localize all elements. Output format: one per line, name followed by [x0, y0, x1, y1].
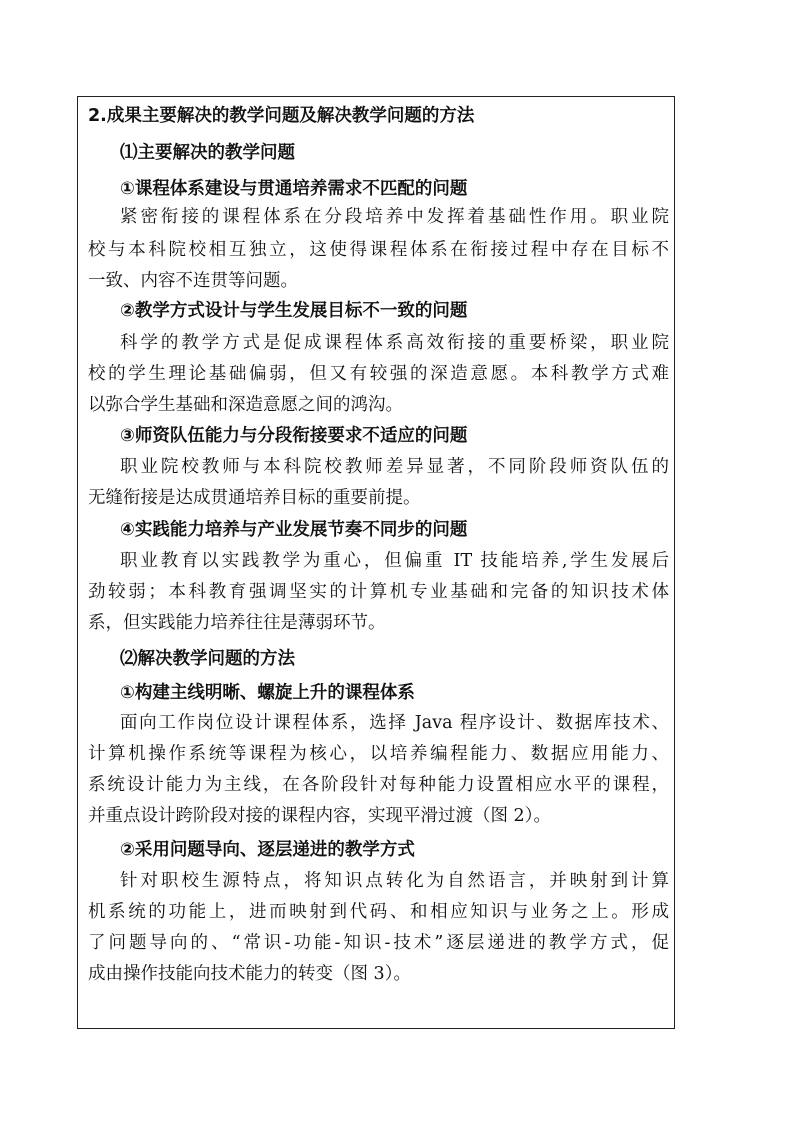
paragraph-line: 计算机操作系统等课程为核心，以培养编程能力、数据应用能力、	[88, 744, 669, 764]
paragraph-line: 一致、内容不连贯等问题。	[88, 271, 298, 291]
section-title: 2.成果主要解决的教学问题及解决教学问题的方法	[88, 106, 475, 126]
paragraph-line: 成由操作技能向技术能力的转变（图 3）。	[88, 964, 411, 984]
paragraph-line: 校与本科院校相互独立，这使得课程体系在衔接过程中存在目标不	[88, 240, 669, 260]
part1-item3-heading: ③师资队伍能力与分段衔接要求不适应的问题	[120, 426, 468, 446]
paragraph-line: 针对职校生源特点，将知识点转化为自然语言，并映射到计算	[120, 871, 669, 891]
paragraph-line: 科学的教学方式是促成课程体系高效衔接的重要桥梁，职业院	[120, 333, 669, 353]
paragraph-line: 并重点设计跨阶段对接的课程内容，实现平滑过渡（图 2）。	[88, 806, 551, 826]
part1-item4-heading: ④实践能力培养与产业发展节奏不同步的问题	[120, 520, 468, 540]
paragraph-line: 系统设计能力为主线，在各阶段针对每种能力设置相应水平的课程，	[88, 775, 669, 795]
part2-heading: ⑵解决教学问题的方法	[120, 649, 295, 669]
paragraph-line: 系，但实践能力培养往往是薄弱环节。	[88, 613, 386, 633]
paragraph-line: 面向工作岗位设计课程体系，选择 Java 程序设计、数据库技术、	[120, 713, 669, 733]
paragraph-line: 职业院校教师与本科院校教师差异显著，不同阶段师资队伍的	[120, 457, 669, 477]
paragraph-line: 无缝衔接是达成贯通培养目标的重要前提。	[88, 488, 421, 508]
part2-item2-heading: ②采用问题导向、逐层递进的教学方式	[120, 840, 415, 860]
paragraph-line: 校的学生理论基础偏弱，但又有较强的深造意愿。本科教学方式难	[88, 364, 669, 384]
part1-heading: ⑴主要解决的教学问题	[120, 143, 295, 163]
paragraph-line: 以弥合学生基础和深造意愿之间的鸿沟。	[88, 395, 403, 415]
part1-item1-heading: ①课程体系建设与贯通培养需求不匹配的问题	[120, 179, 468, 199]
part1-item2-heading: ②教学方式设计与学生发展目标不一致的问题	[120, 301, 468, 321]
paragraph-line: 紧密衔接的课程体系在分段培养中发挥着基础性作用。职业院	[120, 207, 669, 227]
paragraph-line: 了问题导向的、“常识-功能-知识-技术”逐层递进的教学方式，促	[88, 933, 669, 953]
paragraph-line: 职业教育以实践教学为重心，但偏重 IT 技能培养,学生发展后	[120, 551, 669, 571]
paragraph-line: 机系统的功能上，进而映射到代码、和相应知识与业务之上。形成	[88, 902, 669, 922]
paragraph-line: 劲较弱；本科教育强调坚实的计算机专业基础和完备的知识技术体	[88, 582, 669, 602]
part2-item1-heading: ①构建主线明晰、螺旋上升的课程体系	[120, 683, 415, 703]
